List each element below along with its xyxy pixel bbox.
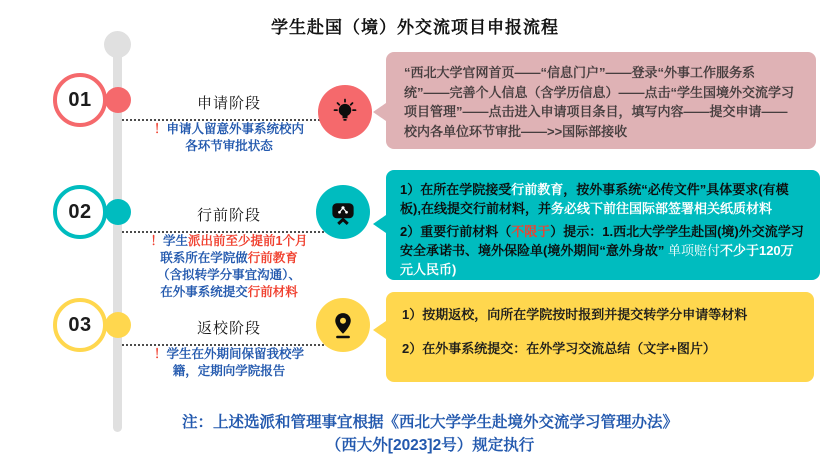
bubble-tail: [373, 215, 386, 233]
stage-warning: ！学生在外期间保留我校学 籍，定期向学院报告: [153, 347, 305, 378]
bubble-tail: [373, 103, 386, 121]
stage-icon: [318, 85, 372, 139]
bubble-text: 1）按期返校，向所在学院按时报到并提交转学分申请等材料: [402, 307, 748, 322]
footer-line-2: （西大外[2023]2号）规定执行: [325, 437, 535, 454]
stage-warning: ！申请人留意外事系统校内 各环节审批状态: [153, 122, 305, 153]
speech-bubble-pre-departure: [386, 170, 820, 280]
stage-label: [122, 317, 336, 346]
bubble-text: 2）重要行前材料（不限于）提示：1.西北大学学生赴国(境)外交流学习安全承诺书、境外保险单(境外期间“意外身故” 单项赔付不少于120万元人民币): [400, 224, 804, 277]
bubble-tail: [373, 321, 386, 339]
location-pin-icon: [328, 310, 358, 340]
speech-bubble-apply: [386, 52, 816, 149]
bubble-text: “西北大学官网首页——“信息门户”——登录“外事工作服务系统”——完善个人信息（含学历信息）——点击“学生国境外交流学习项目管理”——点击进入申请项目条目，填写内容——提交申请——校内各单位环节审批——>>国际部接收: [404, 65, 795, 139]
footer-line-1: 注：上述选派和管理事宜根据《西北大学学生赴境外交流学习管理办法》: [181, 414, 678, 431]
stage-number-badge: [53, 185, 107, 239]
footer-note: [30, 411, 830, 457]
stage-label-text: 返校阶段: [196, 320, 261, 337]
stage-number-badge: [53, 298, 107, 352]
stage-label-text: 行前阶段: [196, 207, 261, 224]
speech-bubble-return: [386, 292, 814, 382]
page-title: 学生赴国（境）外交流项目申报流程: [271, 18, 559, 37]
stage-warning: ！学生派出前至少提前1个月 联系所在学院做行前教育 （含拟转学分事宜沟通）、 在外事系统提交行前材料: [150, 234, 308, 299]
stage-label: [122, 92, 336, 121]
stage-icon: [316, 298, 370, 352]
stage-label: [122, 204, 336, 233]
stage-number: 01: [68, 88, 92, 111]
stage-label-text: 申请阶段: [196, 95, 261, 112]
stage-number: 02: [68, 200, 92, 223]
stage-number: 03: [68, 313, 92, 336]
bubble-text: 2）在外事系统提交：在外学习交流总结（文字+图片）: [402, 341, 716, 356]
bubble-text: 1）在所在学院接受行前教育，按外事系统“必传文件”具体要求(有模板),在线提交行前材料，并务必线下前往国际部签署相关纸质材料: [400, 182, 789, 216]
stage-icon: [316, 185, 370, 239]
stage-number-badge: [53, 73, 107, 127]
lightbulb-icon: [330, 97, 360, 127]
presentation-share-icon: [328, 197, 358, 227]
